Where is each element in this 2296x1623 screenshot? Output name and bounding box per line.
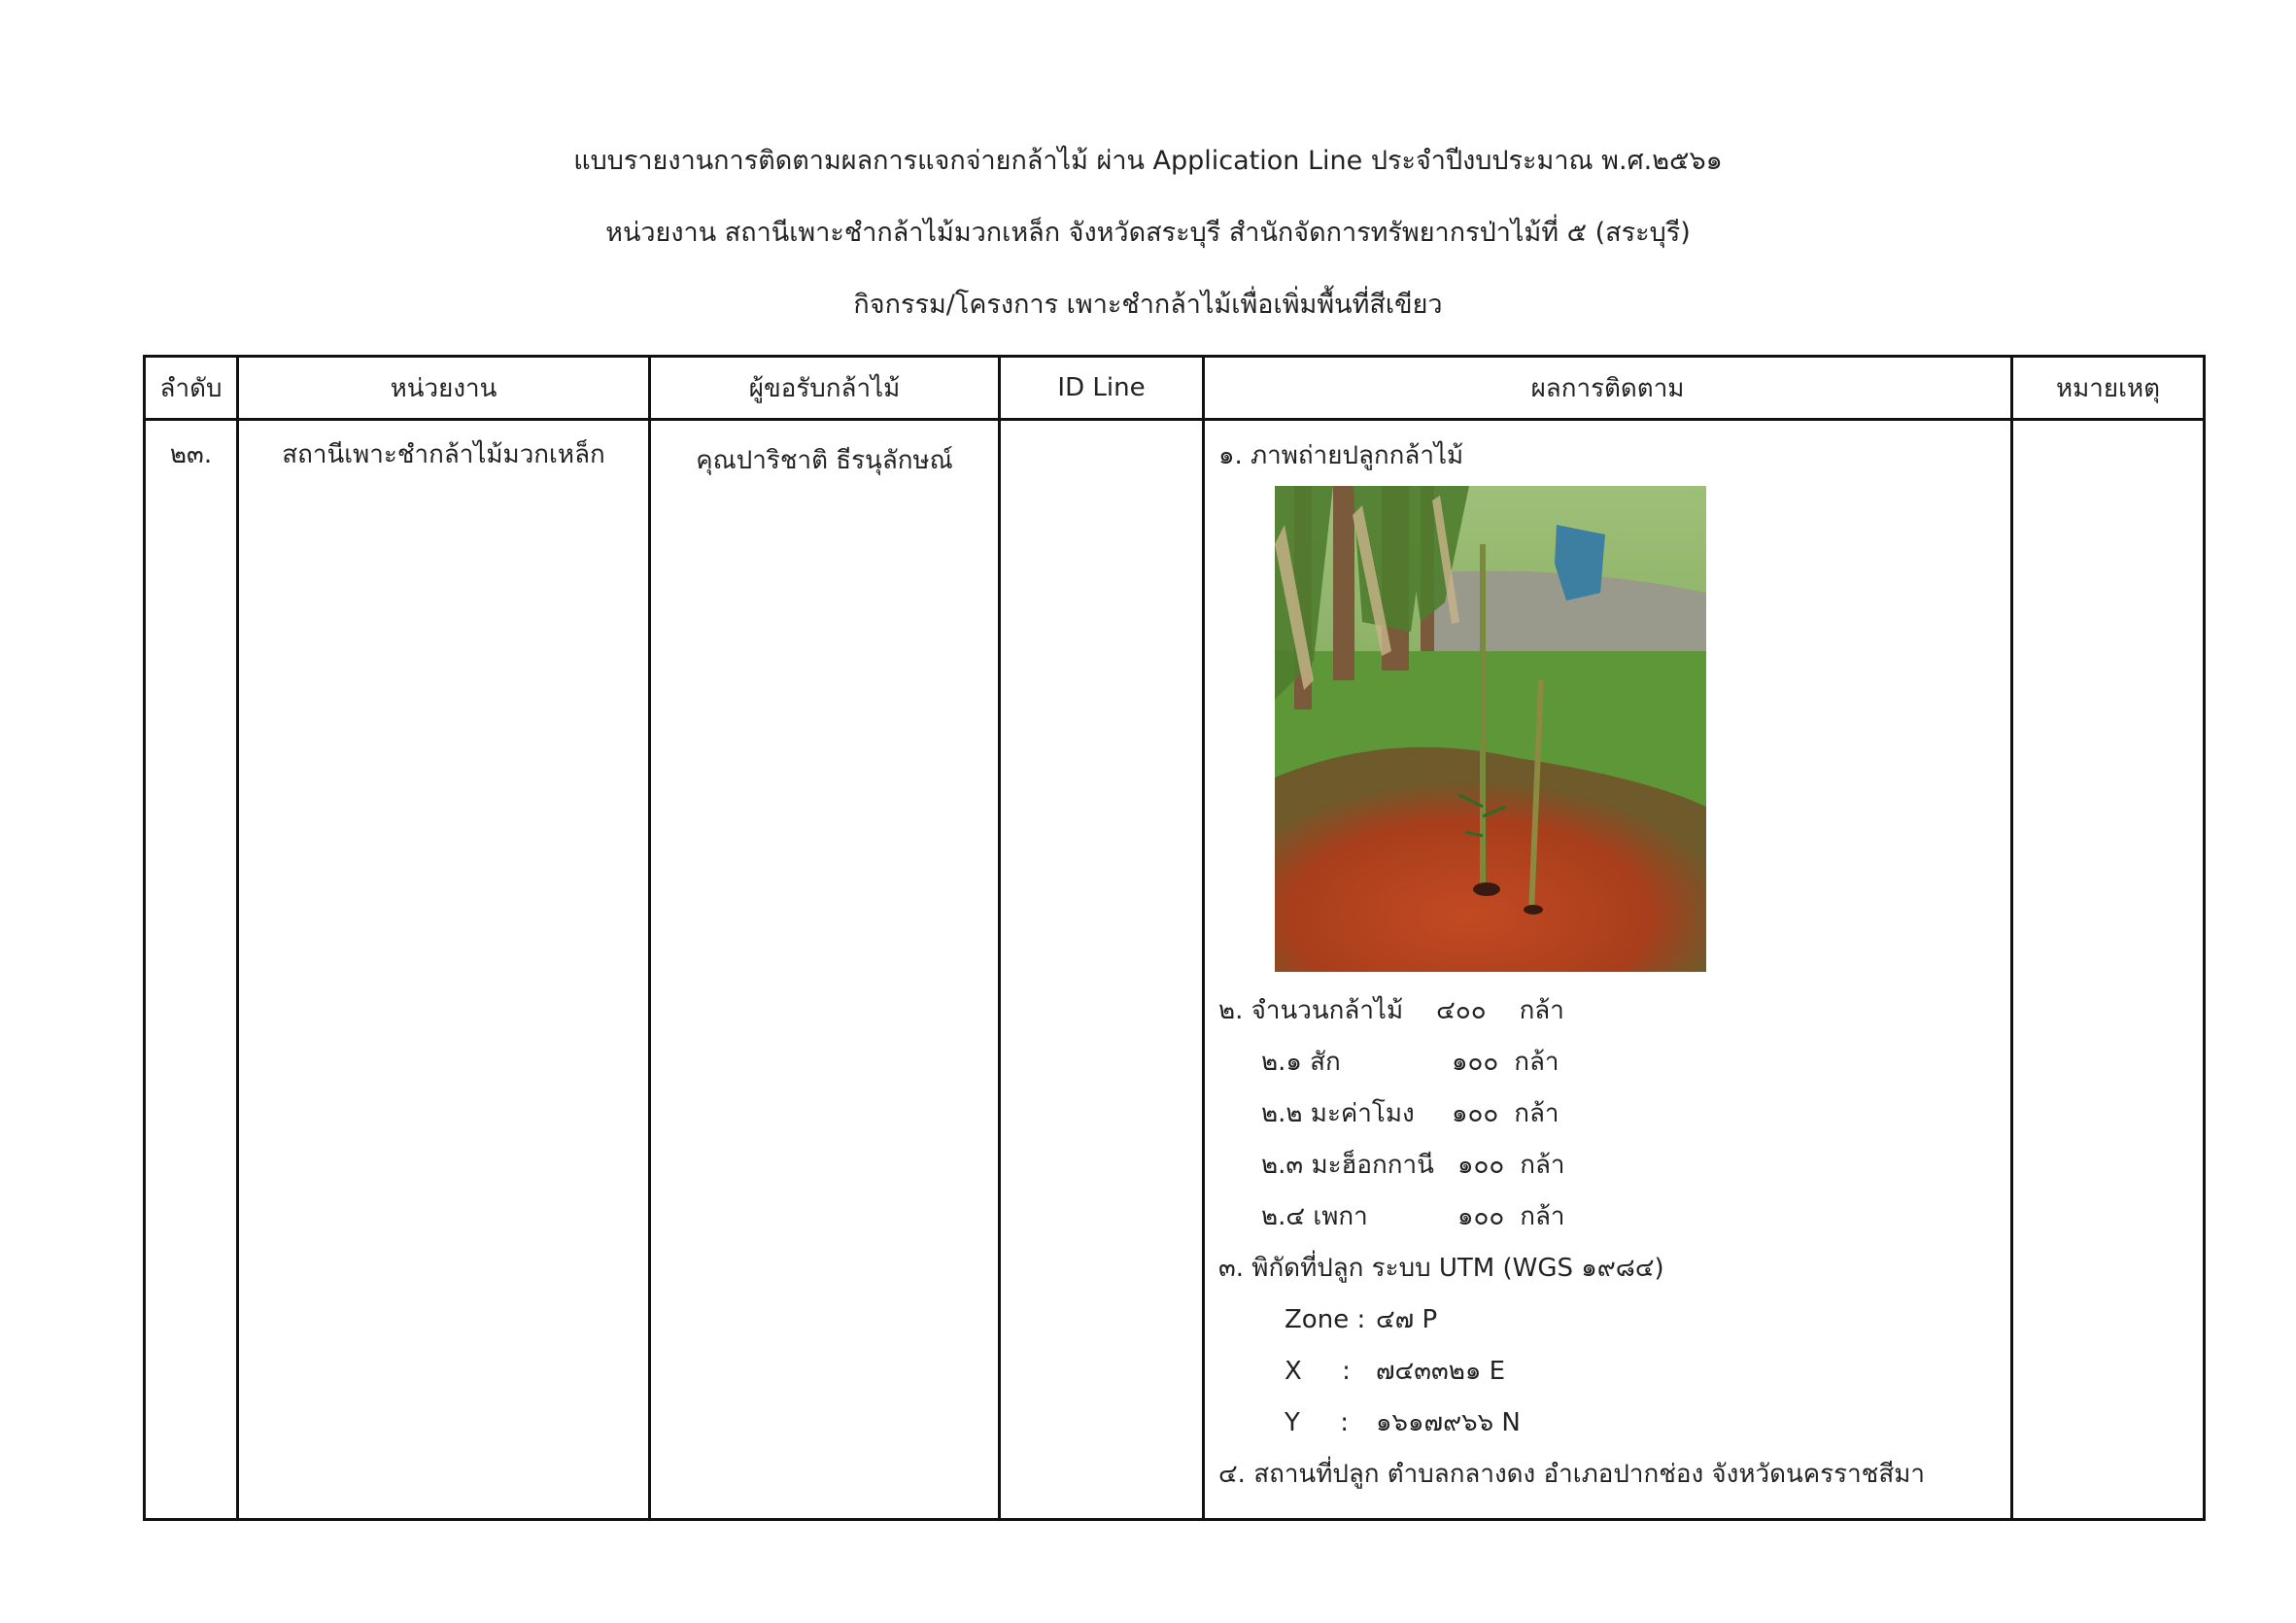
seedling-count-label: ๒. จำนวนกล้าไม้	[1218, 996, 1404, 1025]
col-header-agency: หน่วยงาน	[238, 357, 650, 420]
col-header-id-line: ID Line	[1000, 357, 1204, 420]
species-row	[1218, 1140, 2010, 1191]
species-label: ๒.๒ มะค่าโมง	[1261, 1099, 1415, 1128]
species-value: ๑๐๐	[1452, 1099, 1499, 1128]
coordinate-value: ๔๗ P	[1376, 1305, 1438, 1334]
coordinate-row	[1218, 1398, 2010, 1449]
species-value: ๑๐๐	[1452, 1048, 1499, 1077]
tracking-table	[143, 355, 2206, 1521]
species-row	[1218, 1037, 2010, 1088]
table-header-row	[145, 357, 2205, 420]
coordinate-key: Zone :	[1285, 1305, 1366, 1334]
seedling-count	[1218, 985, 2010, 1037]
cell-result	[1204, 420, 2012, 1520]
seedling-count-unit: กล้า	[1519, 996, 1564, 1025]
species-unit: กล้า	[1520, 1151, 1565, 1180]
col-header-recipient: ผู้ขอรับกล้าไม้	[650, 357, 1000, 420]
planting-location: ๔. สถานที่ปลูก ตำบลกลางดง อำเภอปากช่อง จังหวัดนครราชสีมา	[1218, 1460, 1925, 1489]
col-header-remark: หมายเหตุ	[2012, 357, 2205, 420]
coordinate-row	[1218, 1295, 2010, 1346]
seedling-count-value: ๔๐๐	[1436, 996, 1487, 1025]
col-header-no: ลำดับ	[145, 357, 238, 420]
col-header-result: ผลการติดตาม	[1204, 357, 2012, 420]
report-agency: หน่วยงาน สถานีเพาะชำกล้าไม้มวกเหล็ก จังหวัดสระบุรี สำนักจัดการทรัพยากรป่าไม้ที่ ๕ (สระบุรี)	[605, 218, 1691, 248]
coordinate-value: ๑๖๑๗๙๖๖ N	[1376, 1408, 1521, 1437]
report-project: กิจกรรม/โครงการ เพาะชำกล้าไม้เพื่อเพิ่มพื้นที่สีเขียว	[853, 290, 1443, 320]
cell-no: ๒๓.	[145, 420, 238, 1520]
report-title: แบบรายงานการติดตามผลการแจกจ่ายกล้าไม้ ผ่าน Application Line ประจำปีงบประมาณ พ.ศ.๒๕๖๑	[573, 146, 1723, 176]
species-label: ๒.๓ มะฮ็อกกานี	[1261, 1151, 1434, 1180]
coordinate-key: Y :	[1285, 1408, 1349, 1437]
species-unit: กล้า	[1514, 1048, 1559, 1077]
table-row	[145, 420, 2205, 1520]
species-value: ๑๐๐	[1457, 1151, 1505, 1180]
cell-remark	[2012, 420, 2205, 1520]
species-unit: กล้า	[1514, 1099, 1559, 1128]
species-label: ๒.๔ เพกา	[1261, 1202, 1368, 1231]
photo-label: ๑. ภาพถ่ายปลูกกล้าไม้	[1218, 441, 1464, 470]
cell-recipient: คุณปาริชาติ ธีรนุลักษณ์	[650, 420, 1000, 1520]
species-value: ๑๐๐	[1457, 1202, 1505, 1231]
cell-agency: สถานีเพาะชำกล้าไม้มวกเหล็ก	[238, 420, 650, 1520]
coordinate-label: ๓. พิกัดที่ปลูก ระบบ UTM (WGS ๑๙๘๔)	[1218, 1254, 1664, 1283]
species-row	[1218, 1088, 2010, 1140]
coordinate-value: ๗๔๓๓๒๑ E	[1376, 1357, 1506, 1386]
species-unit: กล้า	[1520, 1202, 1565, 1231]
species-row	[1218, 1191, 2010, 1243]
coordinate-key: X :	[1285, 1357, 1351, 1386]
tree-planting-photo-icon	[1275, 486, 1706, 972]
cell-id-line	[1000, 420, 1204, 1520]
coordinate-row	[1218, 1346, 2010, 1398]
species-label: ๒.๑ สัก	[1261, 1048, 1341, 1077]
